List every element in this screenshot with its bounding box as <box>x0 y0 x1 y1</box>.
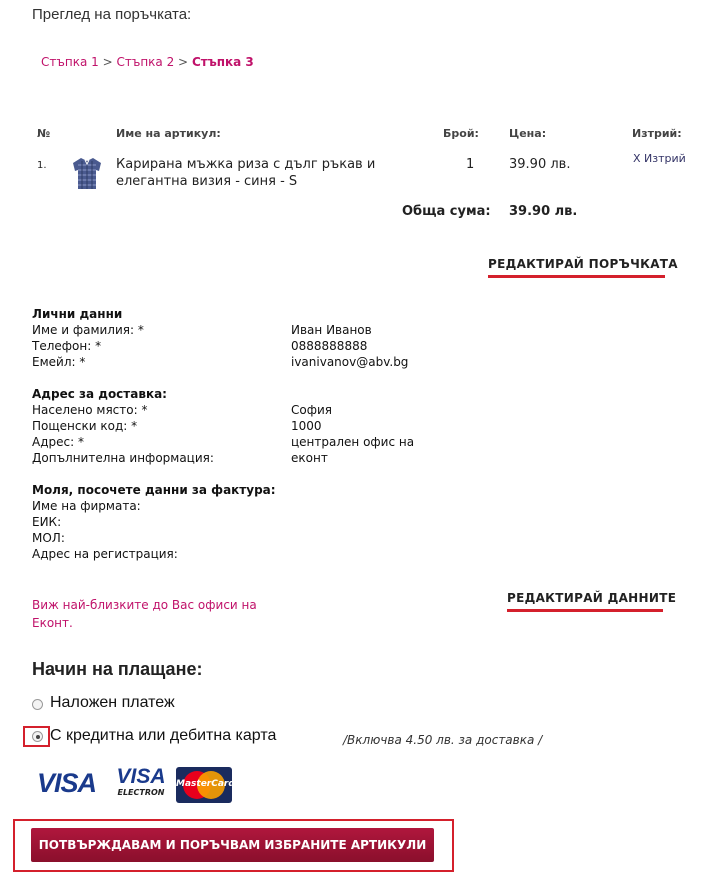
delivery-section <box>32 386 452 466</box>
field-value: централен офис на еконт <box>291 435 415 465</box>
field-label: Адрес: * <box>32 435 84 449</box>
field-value: 1000 <box>291 419 322 433</box>
field-value: София <box>291 403 332 417</box>
column-header-delete: Изтрий: <box>632 127 682 140</box>
field-row <box>32 354 452 370</box>
field-label: Населено място: * <box>32 403 148 417</box>
breadcrumb-separator: > <box>178 55 189 69</box>
total-value: 39.90 лв. <box>509 204 578 219</box>
field-label: МОЛ: <box>32 531 65 545</box>
mastercard-logo-icon <box>176 767 235 803</box>
field-label: Адрес на регистрация: <box>32 547 178 561</box>
breadcrumb-separator: > <box>102 55 113 69</box>
confirm-order-button[interactable]: ПОТВЪРЖДАВАМ И ПОРЪЧВАМ ИЗБРАНИТЕ АРТИКУЛИ <box>31 828 434 862</box>
field-label: Пощенски код: * <box>32 419 138 433</box>
personal-title: Лични данни <box>32 307 123 321</box>
field-label: ЕИК: <box>32 515 62 529</box>
product-name-line: елегантна визия - синя - S <box>116 174 298 189</box>
card-delivery-note: /Включва 4.50 лв. за доставка / <box>343 733 543 747</box>
product-name[interactable] <box>116 156 375 190</box>
visa-electron-logo-icon <box>116 766 166 797</box>
delivery-title: Адрес за доставка: <box>32 387 167 401</box>
field-row <box>32 322 452 338</box>
row-quantity: 1 <box>466 157 475 172</box>
field-row <box>32 338 452 354</box>
row-number: 1. <box>37 160 47 171</box>
field-row <box>32 418 452 434</box>
product-name-line: Карирана мъжка риза с дълг ръкав и <box>116 157 376 172</box>
breadcrumb-step-2[interactable]: Стъпка 2 <box>116 55 175 69</box>
column-header-name: Име на артикул: <box>116 127 221 140</box>
field-value: ivanivanov@abv.bg <box>291 355 409 369</box>
electron-wordmark: ELECTRON <box>117 788 165 797</box>
edit-data-underline <box>507 609 663 612</box>
personal-section <box>32 306 452 370</box>
radio-card[interactable] <box>32 731 43 742</box>
delete-item-link[interactable]: X Изтрий <box>633 152 686 165</box>
mastercard-wordmark: MasterCard <box>176 779 235 789</box>
field-value: 0888888888 <box>291 339 368 353</box>
econt-offices-link[interactable]: Виж най-близките до Вас офиси на Еконт. <box>32 598 257 630</box>
edit-data-link[interactable]: РЕДАКТИРАЙ ДАННИТЕ <box>507 591 677 605</box>
shirt-thumbnail-icon[interactable] <box>69 155 105 191</box>
breadcrumb <box>41 55 254 69</box>
option-cod-label[interactable]: Наложен платеж <box>50 694 175 711</box>
column-header-quantity: Брой: <box>443 127 479 140</box>
breadcrumb-step-1[interactable]: Стъпка 1 <box>41 55 99 69</box>
total-label: Обща сума: <box>402 204 491 219</box>
option-card-label[interactable]: С кредитна или дебитна карта <box>50 727 277 744</box>
field-label: Телефон: * <box>32 339 102 353</box>
field-label: Име на фирмата: <box>32 499 141 513</box>
field-row <box>32 402 452 418</box>
breadcrumb-step-3: Стъпка 3 <box>191 55 254 69</box>
field-label: Емейл: * <box>32 355 86 369</box>
invoice-section <box>32 482 452 562</box>
field-value: Иван Иванов <box>291 323 372 337</box>
field-label: Допълнителна информация: <box>32 451 214 465</box>
radio-cod[interactable] <box>32 699 43 710</box>
field-row <box>32 450 452 466</box>
visa-logo-icon: VISA <box>37 768 97 798</box>
page-title: Преглед на поръчката: <box>32 6 192 23</box>
visa-electron-wordmark: VISA <box>116 765 166 788</box>
column-header-number: № <box>37 127 51 140</box>
field-label: Име и фамилия: * <box>32 323 144 337</box>
row-price: 39.90 лв. <box>509 157 571 172</box>
edit-order-link[interactable]: РЕДАКТИРАЙ ПОРЪЧКАТА <box>488 257 678 271</box>
edit-order-underline <box>488 275 665 278</box>
payment-title: Начин на плащане: <box>32 659 203 679</box>
column-header-price: Цена: <box>509 127 547 140</box>
invoice-title: Моля, посочете данни за фактура: <box>32 483 276 497</box>
